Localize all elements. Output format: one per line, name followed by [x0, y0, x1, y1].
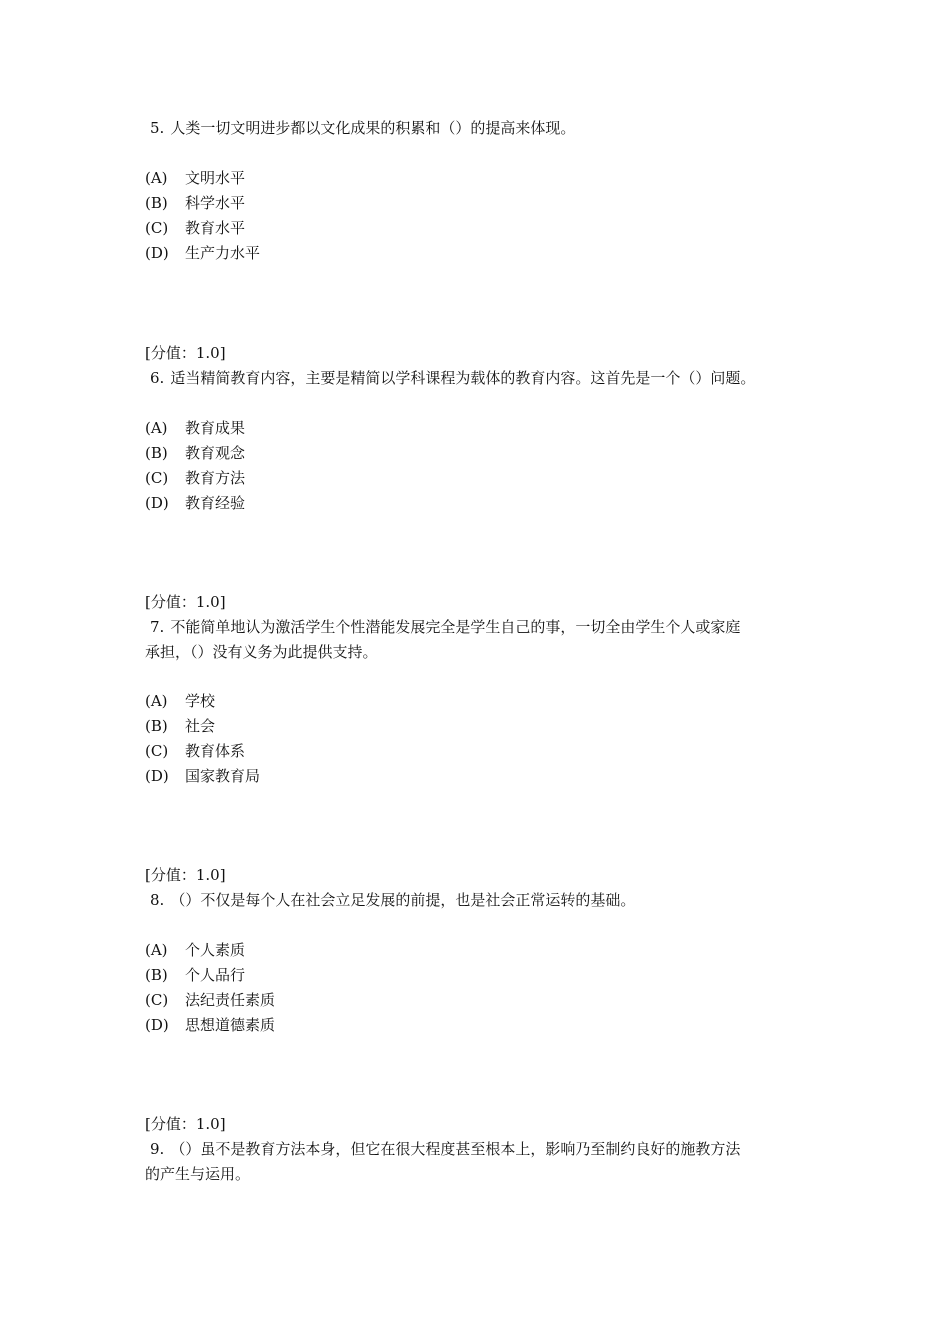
question-number: 7. [150, 618, 165, 636]
score-label: [分值：1.0] [145, 1115, 226, 1133]
option-text: 教育体系 [185, 742, 246, 760]
option-letter: (A) [145, 692, 168, 710]
option-text: 社会 [185, 717, 216, 735]
option-letter: (C) [145, 742, 169, 760]
option-letter: (C) [145, 469, 169, 487]
option-b [145, 443, 245, 463]
question-text: 人类一切文明进步都以文化成果的积累和（）的提高来体现。 [170, 119, 576, 137]
question-text: （）不仅是每个人在社会立足发展的前提，也是社会正常运转的基础。 [170, 891, 636, 909]
option-letter: (A) [145, 419, 168, 437]
option-letter: (B) [145, 194, 168, 212]
option-text: 教育水平 [185, 219, 246, 237]
option-c [145, 741, 245, 761]
option-text: 学校 [185, 692, 216, 710]
option-b [145, 965, 245, 985]
option-d [145, 1015, 275, 1035]
option-letter: (A) [145, 941, 168, 959]
option-text: 国家教育局 [185, 767, 261, 785]
score-label: [分值：1.0] [145, 866, 226, 884]
question-5-stem [150, 118, 575, 138]
option-d [145, 766, 260, 786]
option-text: 个人品行 [185, 966, 246, 984]
option-a [145, 168, 245, 188]
option-letter: (B) [145, 717, 168, 735]
option-text: 思想道德素质 [185, 1016, 276, 1034]
option-b [145, 716, 215, 736]
question-number: 5. [150, 119, 165, 137]
option-letter: (D) [145, 767, 169, 785]
option-d [145, 243, 260, 263]
question-6-stem [150, 368, 755, 388]
option-c [145, 218, 245, 238]
score-label: [分值：1.0] [145, 344, 226, 362]
question-7-stem [150, 617, 740, 637]
option-text: 法纪责任素质 [185, 991, 276, 1009]
question-number: 9. [150, 1140, 165, 1158]
option-letter: (B) [145, 444, 168, 462]
option-letter: (C) [145, 219, 169, 237]
option-letter: (A) [145, 169, 168, 187]
option-d [145, 493, 245, 513]
option-text: 文明水平 [185, 169, 246, 187]
option-text: 科学水平 [185, 194, 246, 212]
option-text: 教育方法 [185, 469, 246, 487]
option-text: 生产力水平 [185, 244, 261, 262]
option-text: 个人素质 [185, 941, 246, 959]
option-letter: (B) [145, 966, 168, 984]
question-8-stem [150, 890, 635, 910]
option-letter: (D) [145, 244, 169, 262]
option-letter: (D) [145, 1016, 169, 1034]
question-text: （）虽不是教育方法本身，但它在很大程度甚至根本上，影响乃至制约良好的施教方法 [170, 1140, 741, 1158]
question-number: 6. [150, 369, 165, 387]
option-letter: (D) [145, 494, 169, 512]
score-label: [分值：1.0] [145, 593, 226, 611]
option-letter: (C) [145, 991, 169, 1009]
option-text: 教育经验 [185, 494, 246, 512]
question-7-stem-continued: 承担，（）没有义务为此提供支持。 [145, 643, 378, 661]
option-b [145, 193, 245, 213]
option-text: 教育成果 [185, 419, 246, 437]
question-number: 8. [150, 891, 165, 909]
option-a [145, 418, 245, 438]
option-a [145, 940, 245, 960]
option-a [145, 691, 215, 711]
option-text: 教育观念 [185, 444, 246, 462]
question-text: 不能简单地认为激活学生个性潜能发展完全是学生自己的事，一切全由学生个人或家庭 [170, 618, 741, 636]
option-c [145, 468, 245, 488]
question-text: 适当精简教育内容，主要是精简以学科课程为载体的教育内容。这首先是一个（）问题。 [170, 369, 756, 387]
question-9-stem [150, 1139, 740, 1159]
question-9-stem-continued: 的产生与运用。 [145, 1165, 251, 1183]
option-c [145, 990, 275, 1010]
